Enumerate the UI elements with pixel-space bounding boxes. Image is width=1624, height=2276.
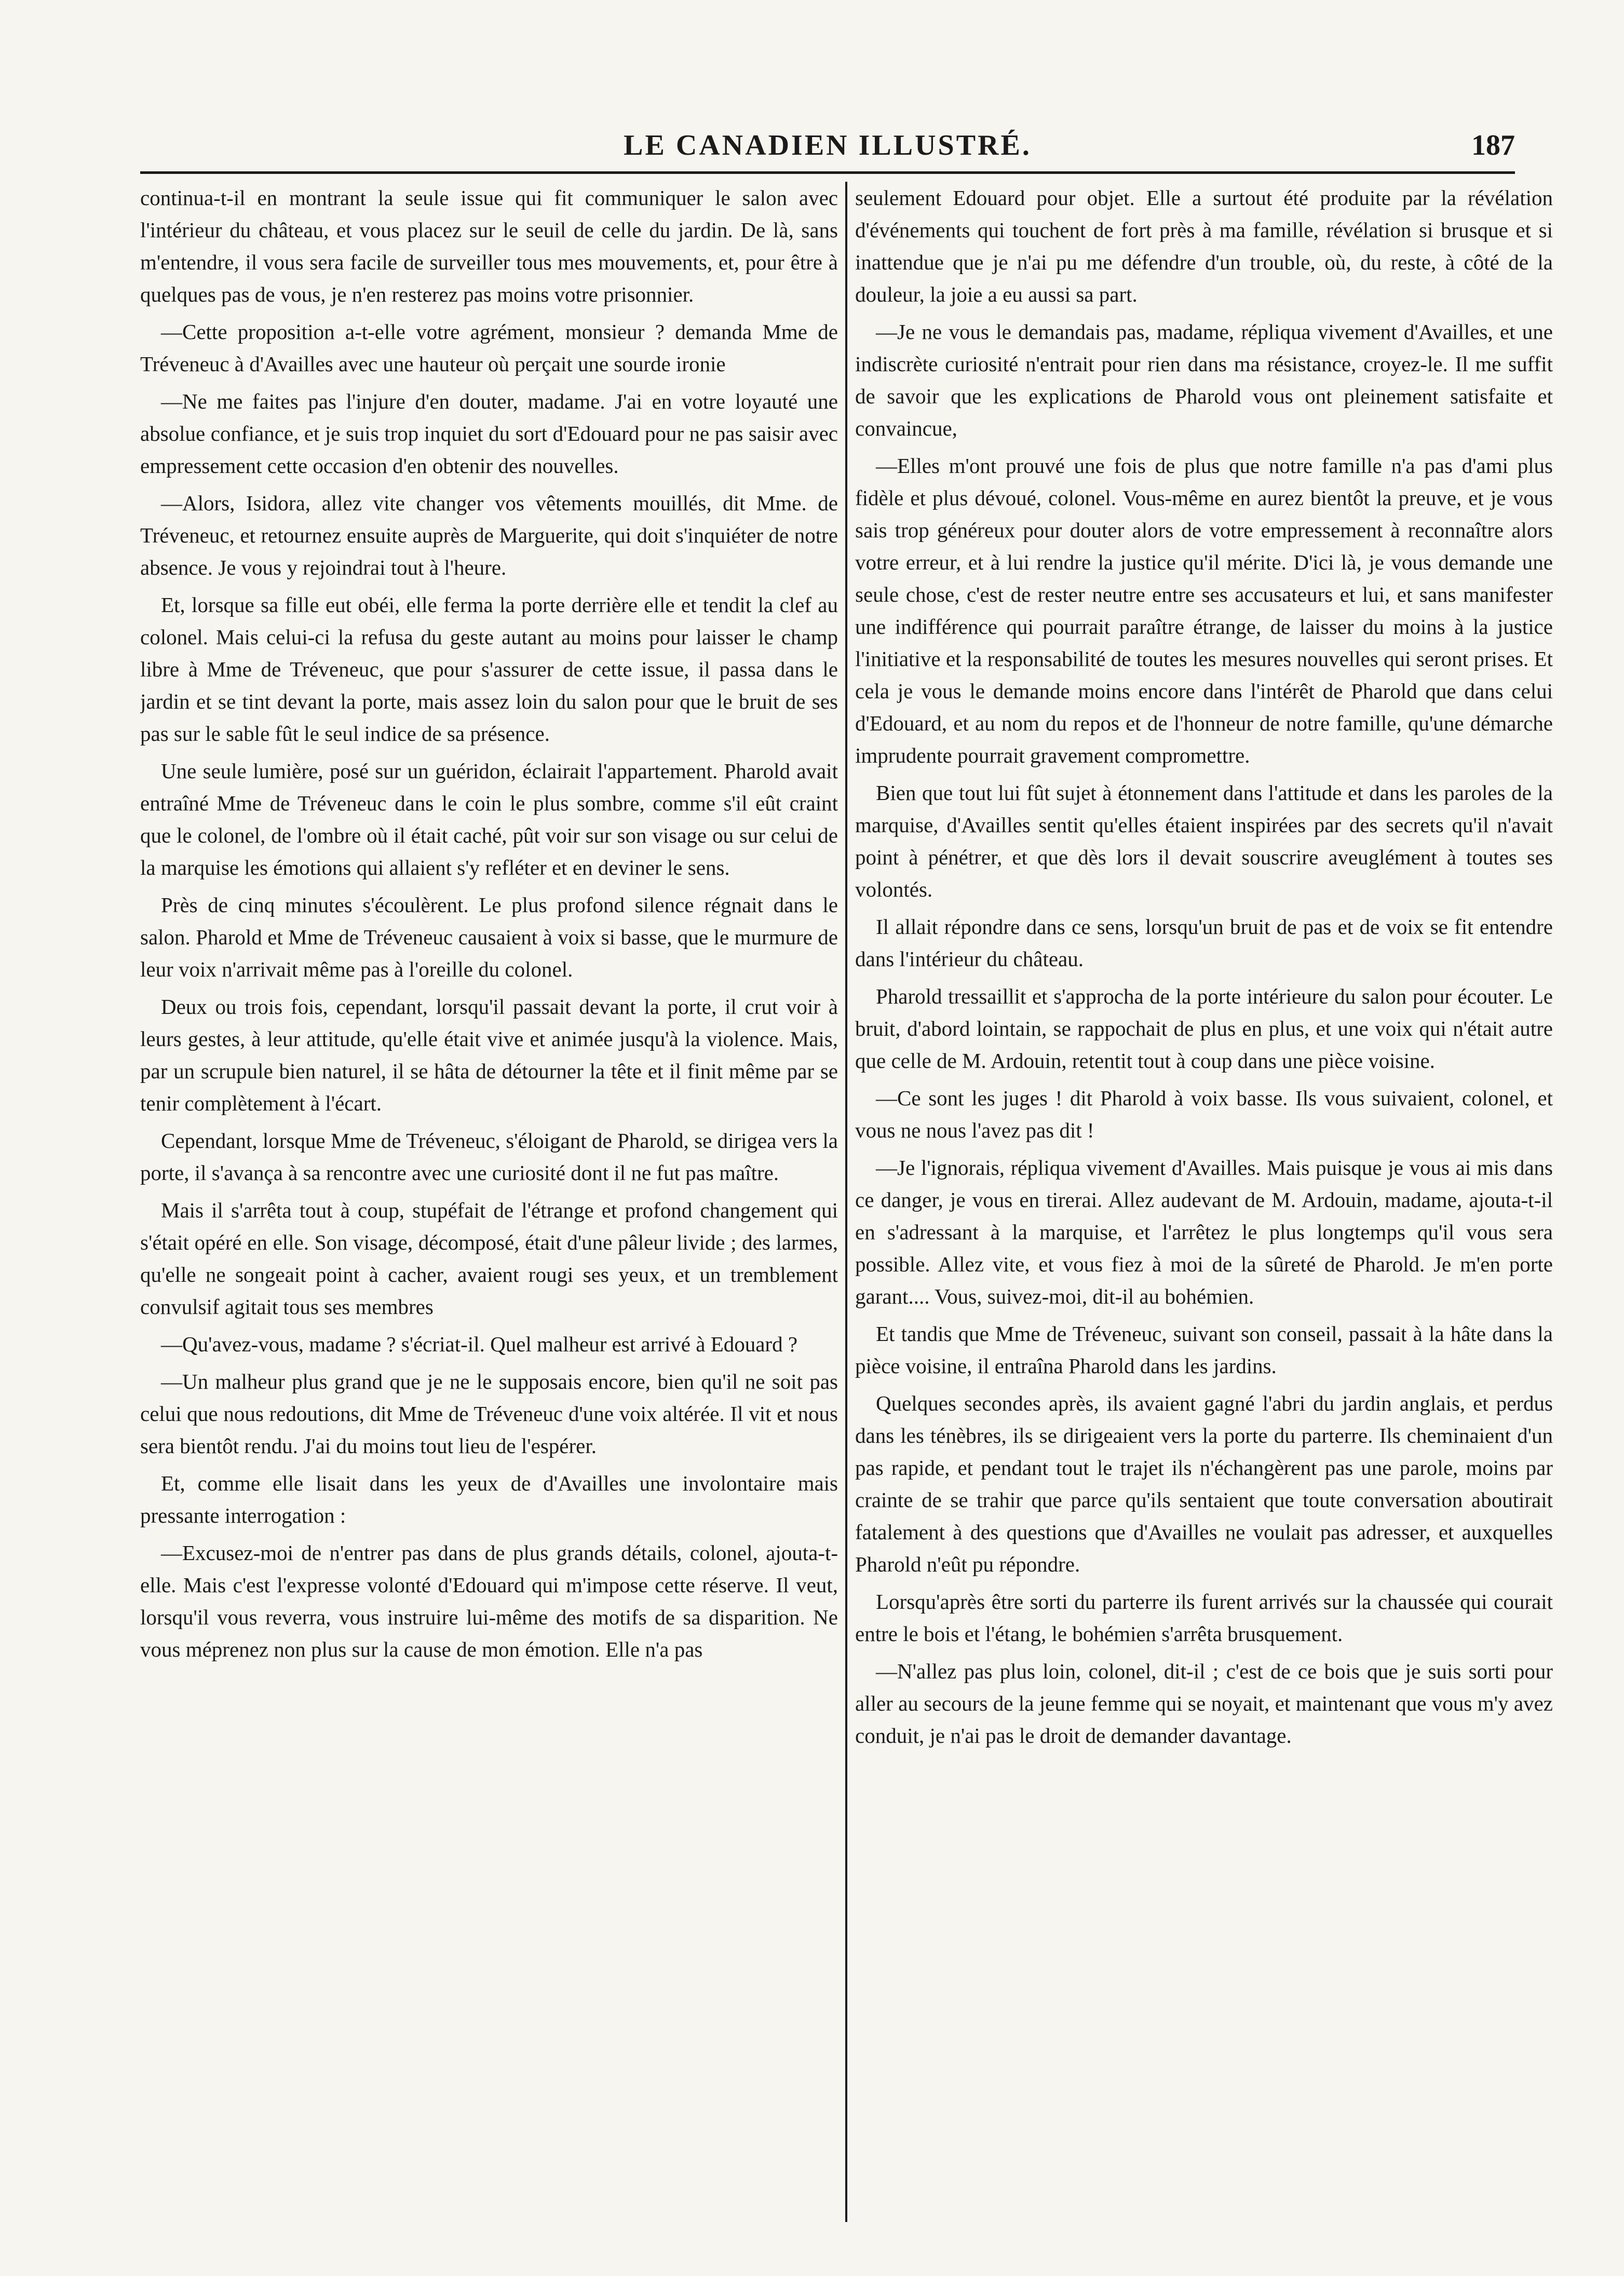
paragraph: —Elles m'ont prouvé une fois de plus que notre famille n'a pas d'ami plus fidèle et plus dévoué, colonel. Vous-même en aurez bientôt la preuve, et je vous sais trop généreux pour douter alors de votre empressement à reconnaître alors votre erreur, et à lui rendre la justice qu'il mérite. D'ici là, je vous demande une seule chose, c'est de rester neutre entre ses accusateurs et lui, et sans manifester une indifférence qui pourrait paraître étrange, de laisser du moins à la justice l'initiative et la responsabilité de toutes les mesures nouvelles qui seront prises. Et cela je vous le demande moins encore dans l'intérêt de Pharold que dans celui d'Edouard, et au nom du repos et de l'honneur de notre famille, qu'une démarche imprudente pourrait gravement compromettre. bbox=[855, 454, 1553, 767]
paragraph: Quelques secondes après, ils avaient gagné l'abri du jardin anglais, et perdus dans les ténèbres, ils se dirigeaient vers la porte du parterre. Ils cheminaient d'un pas rapide, et pendant tout le trajet ils n'échangèrent pas une parole, moins par crainte de se trahir que parce qu'ils sentaient que toute conversation aboutirait fatalement à des questions que d'Availles ne voulait pas adresser, et auxquelles Pharold n'eût pu répondre. bbox=[855, 1391, 1553, 1576]
paragraph: Et, comme elle lisait dans les yeux de d'Availles une involontaire mais pressante interrogation : bbox=[140, 1471, 838, 1527]
page-header bbox=[140, 129, 1515, 165]
header-rule bbox=[140, 171, 1515, 174]
paragraph: —Je ne vous le demandais pas, madame, répliqua vivement d'Availles, et une indiscrète curiosité n'entrait pour rien dans ma résistance, croyez-le. Il me suffit de savoir que les explications de Pharold vous ont pleinement satisfaite et convaincue, bbox=[855, 320, 1553, 440]
paragraph: —Qu'avez-vous, madame ? s'écriat-il. Quel malheur est arrivé à Edouard ? bbox=[161, 1332, 798, 1356]
left-column bbox=[140, 182, 838, 2222]
column-divider bbox=[845, 182, 847, 2222]
paragraph: —Je l'ignorais, répliqua vivement d'Availles. Mais puisque je vous ai mis dans ce danger, je vous en tirerai. Allez audevant de M. Ardouin, madame, ajouta-t-il en s'adressant à la marquise, et l'arrêtez le plus longtemps qu'il vous sera possible. Allez vite, et vous fiez à moi de la sûreté de Pharold. Je m'en porte garant.... Vous, suivez-moi, dit-il au bohémien. bbox=[855, 1156, 1553, 1308]
paragraph: —Un malheur plus grand que je ne le supposais encore, bien qu'il ne soit pas celui que nous redoutions, dit Mme de Tréveneuc d'une voix altérée. Il vit et nous sera bientôt rendu. J'ai du moins tout lieu de l'espérer. bbox=[140, 1370, 838, 1458]
paragraph: —N'allez pas plus loin, colonel, dit-il ; c'est de ce bois que je suis sorti pour aller au secours de la jeune femme qui se noyait, et maintenant que vous m'y avez conduit, je n'ai pas le droit de demander davantage. bbox=[855, 1659, 1553, 1747]
right-column bbox=[855, 182, 1553, 2222]
paragraph: Bien que tout lui fût sujet à étonnement dans l'attitude et dans les paroles de la marquise, d'Availles sentit qu'elles étaient inspirées par des secrets qu'il n'avait point à pénétrer, et que dès lors il devait souscrire aveuglément à toutes ses volontés. bbox=[855, 781, 1553, 901]
paragraph: —Ne me faites pas l'injure d'en douter, madame. J'ai en votre loyauté une absolue confiance, et je suis trop inquiet du sort d'Edouard pour ne pas saisir avec empressement cette occasion d'en obtenir des nouvelles. bbox=[140, 389, 838, 478]
paragraph: Deux ou trois fois, cependant, lorsqu'il passait devant la porte, il crut voir à leurs gestes, à leur attitude, qu'elle était vive et animée jusqu'à la violence. Mais, par un scrupule bien naturel, il se hâta de détourner la tête et il finit même par se tenir complètement à l'écart. bbox=[140, 995, 838, 1115]
paragraph: —Alors, Isidora, allez vite changer vos vêtements mouillés, dit Mme. de Tréveneuc, et retournez ensuite auprès de Marguerite, qui doit s'inquiéter de notre absence. Je vous y rejoindrai tout à l'heure. bbox=[140, 491, 838, 579]
paragraph: Lorsqu'après être sorti du parterre ils furent arrivés sur la chaussée qui courait entre le bois et l'étang, le bohémien s'arrêta brusquement. bbox=[855, 1590, 1553, 1646]
paragraph: Mais il s'arrêta tout à coup, stupéfait de l'étrange et profond changement qui s'était opéré en elle. Son visage, décomposé, était d'une pâleur livide ; des larmes, qu'elle ne songeait point à cacher, avaient rougi ses yeux, et un tremblement convulsif agitait tous ses membres bbox=[140, 1198, 838, 1319]
publication-title: LE CANADIEN ILLUSTRÉ. bbox=[624, 129, 1032, 161]
paragraph: —Ce sont les juges ! dit Pharold à voix basse. Ils vous suivaient, colonel, et vous ne nous l'avez pas dit ! bbox=[855, 1086, 1553, 1142]
paragraph: Près de cinq minutes s'écoulèrent. Le plus profond silence régnait dans le salon. Pharold et Mme de Tréveneuc causaient à voix si basse, que le murmure de leur voix n'arrivait même pas à l'oreille du colonel. bbox=[140, 893, 838, 981]
paragraph: Et, lorsque sa fille eut obéi, elle ferma la porte derrière elle et tendit la clef au colonel. Mais celui-ci la refusa du geste autant au moins pour laisser le champ libre à Mme de Tréveneuc, que pour s'assurer de cette issue, il passa dans le jardin et se tint devant la porte, mais assez loin du salon pour que le bruit de ses pas sur le sable fût le seul indice de sa présence. bbox=[140, 593, 838, 746]
page-number: 187 bbox=[1471, 129, 1515, 161]
paragraph: Cependant, lorsque Mme de Tréveneuc, s'éloigant de Pharold, se dirigea vers la porte, il s'avança à sa rencontre avec une curiosité dont il ne fut pas maître. bbox=[140, 1129, 838, 1185]
paragraph: Pharold tressaillit et s'approcha de la porte intérieure du salon pour écouter. Le bruit, d'abord lointain, se rappochait de plus en plus, et une voix qui n'était autre que celle de M. Ardouin, retentit tout à coup dans une pièce voisine. bbox=[855, 984, 1553, 1073]
paragraph: —Excusez-moi de n'entrer pas dans de plus grands détails, colonel, ajouta-t-elle. Mais c'est l'expresse volonté d'Edouard qui m'impose cette réserve. Il veut, lorsqu'il vous reverra, vous instruire lui-même des motifs de sa disparition. Ne vous méprenez non plus sur la cause de mon émotion. Elle n'a pas bbox=[140, 1541, 838, 1661]
paragraph: Une seule lumière, posé sur un guéridon, éclairait l'appartement. Pharold avait entraîné Mme de Tréveneuc dans le coin le plus sombre, comme s'il eût craint que le colonel, de l'ombre où il était caché, pût voir sur son visage ou sur celui de la marquise les émotions qui allaient s'y refléter et en deviner le sens. bbox=[140, 759, 838, 879]
paragraph: —Cette proposition a-t-elle votre agrément, monsieur ? demanda Mme de Tréveneuc à d'Availles avec une hauteur où perçait une sourde ironie bbox=[140, 320, 838, 376]
paragraph: seulement Edouard pour objet. Elle a surtout été produite par la révélation d'événements qui touchent de fort près à ma famille, révélation si brusque et si inattendue que je n'ai pu me défendre d'un trouble, où, du reste, à côté de la douleur, la joie a eu aussi sa part. bbox=[855, 186, 1553, 306]
paragraph: Et tandis que Mme de Tréveneuc, suivant son conseil, passait à la hâte dans la pièce voisine, il entraîna Pharold dans les jardins. bbox=[855, 1322, 1553, 1378]
paragraph: continua-t-il en montrant la seule issue qui fit communiquer le salon avec l'intérieur du château, et vous placez sur le seuil de celle du jardin. De là, sans m'entendre, il vous sera facile de surveiller tous mes mouvements, et, pour être à quelques pas de vous, je n'en resterez pas moins votre prisonnier. bbox=[140, 186, 838, 306]
paragraph: Il allait répondre dans ce sens, lorsqu'un bruit de pas et de voix se fit entendre dans l'intérieur du château. bbox=[855, 915, 1553, 971]
